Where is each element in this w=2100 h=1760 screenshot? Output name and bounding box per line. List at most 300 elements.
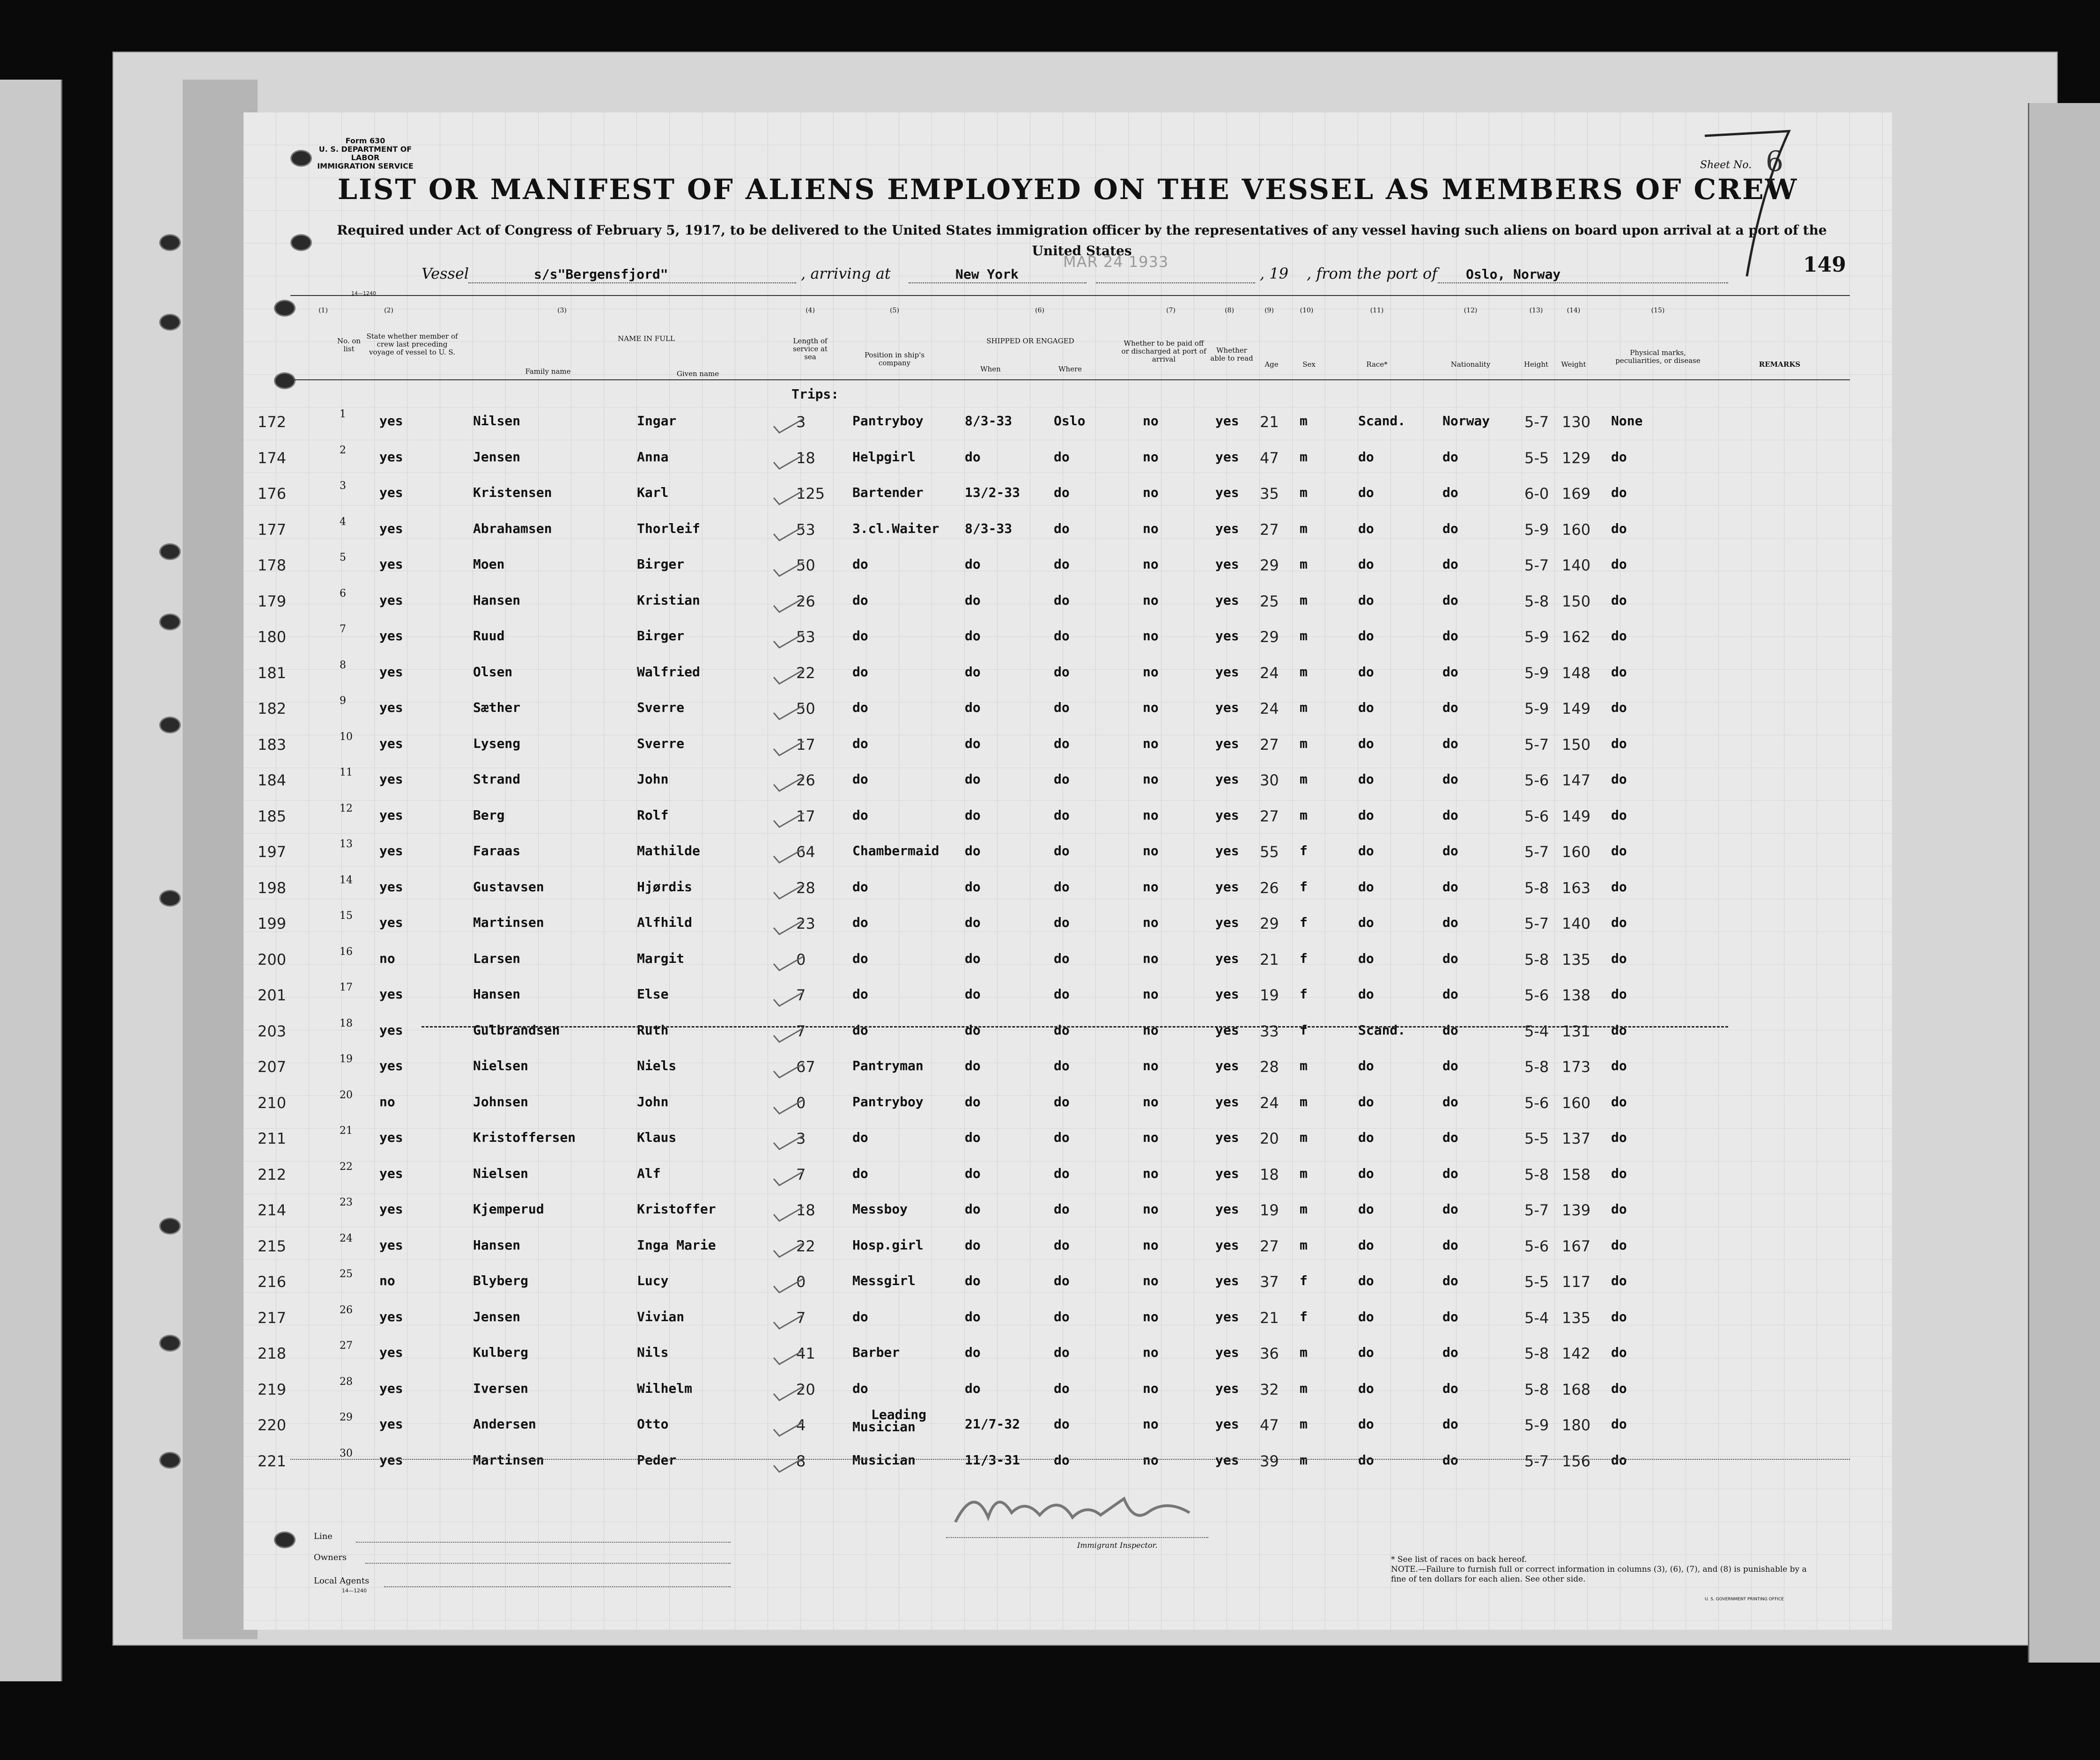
vessel-label: Vessel [421,265,469,282]
row-number: 7 [340,623,346,635]
footer-rule [290,1459,1850,1460]
paid-off: no [1143,1058,1159,1073]
weight: 130 [1562,413,1591,431]
family-name: Sæther [473,700,521,715]
previous-voyage: yes [379,628,403,643]
age: 29 [1260,628,1279,646]
previous-voyage: yes [379,1165,403,1181]
check-mark-icon [773,1313,806,1331]
shipped-where: do [1054,520,1070,536]
position: do [852,592,868,608]
sex: f [1300,1273,1308,1288]
position: Messboy [852,1201,908,1217]
nationality: do [1442,1165,1458,1181]
shipped-when: do [965,735,981,751]
age: 30 [1260,771,1279,789]
previous-voyage: yes [379,700,403,715]
check-mark-icon [773,453,806,472]
row-number: 28 [340,1375,353,1388]
given-name: Kristian [637,592,700,608]
position: do [852,1022,868,1038]
previous-voyage: yes [379,986,403,1002]
colnum-13: (13) [1529,307,1543,314]
row-mark: 201 [258,986,287,1004]
sex: m [1300,592,1308,608]
header-no-on-list: No. on list [337,337,361,353]
shipped-when: do [965,1130,981,1145]
header-weight: Weight [1561,360,1586,369]
form-identifier [304,137,426,170]
weight: 173 [1562,1058,1591,1076]
binder-hole [159,314,181,331]
height: 5-8 [1524,1380,1549,1398]
row-mark: 181 [258,664,287,682]
row-number: 3 [340,480,346,492]
physical-marks: do [1611,628,1627,643]
family-name: Johnsen [473,1094,529,1109]
age: 24 [1260,1094,1279,1112]
binder-hole [159,717,181,733]
age: 26 [1260,879,1279,897]
row-number: 6 [340,587,346,599]
shipped-where: do [1054,664,1070,680]
row-mark: 217 [258,1309,287,1327]
given-name: Alfhild [637,915,693,930]
colnum-3: (3) [557,307,567,314]
shipped-where: do [1054,1416,1070,1432]
agents-code: 14—1240 [342,1588,367,1594]
year-label: , 19 [1260,265,1289,282]
row-mark: 211 [258,1130,287,1147]
nationality: do [1442,1309,1458,1324]
height: 5-8 [1524,1345,1549,1362]
header-shipped: SHIPPED OR ENGAGED [986,337,1074,345]
shipped-where: do [1054,1452,1070,1468]
weight: 160 [1562,520,1591,539]
row-number: 10 [340,731,353,743]
given-name: Birger [637,556,685,572]
height: 5-9 [1524,628,1549,646]
height: 5-7 [1524,1201,1549,1219]
row-mark: 220 [258,1416,287,1434]
shipped-where: do [1054,1058,1070,1073]
length-of-service: 3 [796,1130,806,1147]
race: do [1358,1416,1374,1432]
footnote [1391,1555,1812,1584]
shipped-when: do [965,1380,981,1396]
weight: 162 [1562,628,1591,646]
previous-voyage: yes [379,485,403,500]
length-of-service: 0 [796,950,806,969]
nationality: do [1442,1094,1458,1109]
weight: 148 [1562,664,1591,682]
age: 47 [1260,1416,1279,1434]
row-number: 21 [340,1125,353,1137]
nationality: do [1442,1452,1458,1468]
family-name: Abrahamsen [473,520,552,536]
weight: 137 [1562,1130,1591,1147]
position: do [852,1165,868,1181]
position: do [852,628,868,643]
height: 5-5 [1524,449,1549,467]
able-to-read: yes [1215,986,1239,1002]
weight: 139 [1562,1201,1591,1219]
row-number: 13 [340,838,353,850]
shipped-where: do [1054,1022,1070,1038]
able-to-read: yes [1215,1058,1239,1073]
given-name: Niels [637,1058,677,1073]
row-number: 22 [340,1161,353,1173]
row-number: 2 [340,444,346,456]
row-mark: 216 [258,1273,287,1291]
check-mark-icon [773,1384,806,1403]
header-family-name: Family name [525,367,571,376]
header-sex: Sex [1302,360,1316,369]
row-mark: 218 [258,1345,287,1362]
age: 37 [1260,1273,1279,1291]
nationality: do [1442,1416,1458,1432]
shipped-where: do [1054,807,1070,823]
shipped-when: do [965,879,981,895]
paid-off: no [1143,664,1159,680]
paid-off: no [1143,771,1159,787]
paid-off: no [1143,986,1159,1002]
check-mark-icon [773,488,806,507]
row-18-strikethrough [421,1026,1728,1028]
shipped-when: do [965,1237,981,1253]
row-mark: 199 [258,915,287,932]
shipped-where: do [1054,735,1070,751]
given-name: Wilhelm [637,1380,693,1396]
sex: f [1300,915,1308,930]
paid-off: no [1143,843,1159,858]
physical-marks: do [1611,1273,1627,1288]
family-name: Moen [473,556,505,572]
paid-off: no [1143,1094,1159,1109]
paid-off: no [1143,556,1159,572]
length-of-service: 28 [796,879,815,897]
row-mark: 219 [258,1380,287,1398]
race: do [1358,1452,1374,1468]
family-name: Martinsen [473,915,544,930]
nationality: do [1442,986,1458,1002]
able-to-read: yes [1215,1130,1239,1145]
position: Helpgirl [852,449,916,465]
race: do [1358,1380,1374,1396]
able-to-read: yes [1215,556,1239,572]
height: 5-7 [1524,1452,1549,1470]
row-mark: 203 [258,1022,287,1040]
colnum-14: (14) [1567,307,1581,314]
weight: 150 [1562,735,1591,754]
check-mark-icon [773,1420,806,1439]
physical-marks: do [1611,592,1627,608]
race: do [1358,700,1374,715]
check-mark-icon [773,990,806,1009]
check-mark-icon [773,1277,806,1295]
weight: 168 [1562,1380,1591,1398]
paid-off: no [1143,879,1159,895]
nationality: do [1442,664,1458,680]
previous-voyage: yes [379,556,403,572]
shipped-where: do [1054,700,1070,715]
row-number: 4 [340,516,346,528]
previous-voyage: yes [379,915,403,930]
line-field [356,1531,731,1543]
shipped-when: do [965,986,981,1002]
shipped-where: do [1054,485,1070,500]
age: 18 [1260,1165,1279,1183]
given-name: John [637,771,669,787]
department: U. S. DEPARTMENT OF LABOR [318,145,412,162]
footnote-races: * See list of races on back hereof. [1391,1555,1527,1564]
position: do [852,556,868,572]
shipped-where: do [1054,1237,1070,1253]
header-given-name: Given name [676,370,719,378]
previous-voyage: yes [379,735,403,751]
row-number: 29 [340,1412,353,1423]
physical-marks: do [1611,1380,1627,1396]
row-mark: 221 [258,1452,287,1470]
previous-voyage: yes [379,1345,403,1360]
inspector-label: Immigrant Inspector. [1077,1541,1158,1550]
paid-off: no [1143,1130,1159,1145]
family-name: Hansen [473,986,521,1002]
printer-code: U. S. GOVERNMENT PRINTING OFFICE [1705,1597,1784,1602]
age: 28 [1260,1058,1279,1076]
position: Pantryman [852,1058,924,1073]
position: do [852,700,868,715]
able-to-read: yes [1215,807,1239,823]
paid-off: no [1143,520,1159,536]
shipped-where: do [1054,1094,1070,1109]
shipped-when: do [965,664,981,680]
colnum-11: (11) [1370,307,1384,314]
row-number: 8 [340,659,346,671]
family-name: Jensen [473,1309,521,1324]
form-code: 14—1240 [351,290,376,296]
previous-voyage: yes [379,413,403,429]
given-name: Thorleif [637,520,700,536]
race: do [1358,592,1374,608]
footnote-penalty: NOTE.—Failure to furnish full or correct information in columns (3), (6), (7), and (8) is punishable by a fine of ten dollars for each alien. See other side. [1391,1565,1807,1584]
length-of-service: 7 [796,1022,806,1040]
sex: m [1300,735,1308,751]
age: 35 [1260,485,1279,503]
paid-off: no [1143,1201,1159,1217]
length-of-service: 50 [796,556,815,574]
scan-right-edge [2028,103,2100,1663]
able-to-read: yes [1215,664,1239,680]
nationality: do [1442,879,1458,895]
physical-marks: do [1611,986,1627,1002]
length-of-service: 0 [796,1094,806,1112]
height: 5-7 [1524,556,1549,574]
nationality: do [1442,520,1458,536]
shipped-when: 11/3-31 [965,1452,1020,1468]
agents-label: Local Agents [314,1576,370,1586]
row-number: 1 [340,408,346,420]
header-able-read: Whether able to read [1210,346,1253,362]
able-to-read: yes [1215,735,1239,751]
length-of-service: 0 [796,1273,806,1291]
physical-marks: do [1611,1094,1627,1109]
shipped-when: do [965,807,981,823]
position: Chambermaid [852,843,939,858]
age: 32 [1260,1380,1279,1398]
length-of-service: 67 [796,1058,815,1076]
length-of-service: 20 [796,1380,815,1398]
paid-off: no [1143,1273,1159,1288]
race: do [1358,843,1374,858]
check-mark-icon [773,1133,806,1152]
header-where: Where [1058,365,1082,373]
check-mark-icon [773,1026,806,1045]
weight: 163 [1562,879,1591,897]
able-to-read: yes [1215,1416,1239,1432]
length-of-service: 26 [796,592,815,610]
check-mark-icon [773,918,806,937]
check-mark-icon [773,775,806,794]
nationality: do [1442,735,1458,751]
race: do [1358,879,1374,895]
position: Barber [852,1345,900,1360]
race: do [1358,664,1374,680]
row-number: 24 [340,1232,353,1244]
form-number: Form 630 [345,136,385,145]
arriving-label: , arriving at [801,265,891,282]
shipped-when: 8/3-33 [965,520,1013,536]
check-mark-icon [773,1062,806,1080]
weight: 160 [1562,843,1591,861]
header-height: Height [1523,360,1549,369]
family-name: Nilsen [473,413,521,429]
weight: 131 [1562,1022,1591,1040]
family-name: Ruud [473,628,505,643]
shipped-where: do [1054,915,1070,930]
row-mark: 184 [258,771,287,789]
shipped-when: do [965,1273,981,1288]
family-name: Hansen [473,592,521,608]
race: do [1358,807,1374,823]
shipped-when: do [965,771,981,787]
previous-voyage: yes [379,771,403,787]
check-mark-icon [773,668,806,687]
paid-off: no [1143,628,1159,643]
age: 27 [1260,1237,1279,1255]
nationality: do [1442,1237,1458,1253]
header-physical: Physical marks, peculiarities, or disease [1615,348,1701,365]
nationality: do [1442,556,1458,572]
position: Hosp.girl [852,1237,924,1253]
row-number: 30 [340,1447,353,1459]
height: 5-8 [1524,1165,1549,1183]
page-hole [274,1531,296,1548]
race: do [1358,735,1374,751]
check-mark-icon [773,596,806,615]
sex: m [1300,771,1308,787]
race: do [1358,449,1374,465]
weight: 142 [1562,1345,1591,1362]
check-mark-icon [773,560,806,579]
position: do [852,915,868,930]
nationality: do [1442,1022,1458,1038]
header-rule-bottom [290,379,1850,380]
row-mark: 198 [258,879,287,897]
family-name: Martinsen [473,1452,544,1468]
row-number: 14 [340,874,353,886]
able-to-read: yes [1215,628,1239,643]
sex: m [1300,1380,1308,1396]
race: do [1358,1273,1374,1288]
length-of-service: 41 [796,1345,815,1362]
age: 24 [1260,664,1279,682]
physical-marks: do [1611,1022,1627,1038]
height: 5-7 [1524,915,1549,932]
given-name: Sverre [637,735,685,751]
owners-field [365,1553,731,1564]
able-to-read: yes [1215,1380,1239,1396]
row-number: 9 [340,695,346,707]
colnum-2: (2) [384,307,393,314]
row-mark: 215 [258,1237,287,1255]
paid-off: no [1143,1237,1159,1253]
binder-hole [159,1218,181,1235]
age: 19 [1260,1201,1279,1219]
age: 36 [1260,1345,1279,1362]
shipped-when: do [965,843,981,858]
given-name: Rolf [637,807,669,823]
sex: m [1300,556,1308,572]
able-to-read: yes [1215,1237,1239,1253]
length-of-service: 18 [796,449,815,467]
shipped-when: do [965,1094,981,1109]
shipped-where: do [1054,1309,1070,1324]
given-name: John [637,1094,669,1109]
age: 55 [1260,843,1279,861]
binder-hole [159,234,181,251]
height: 5-8 [1524,879,1549,897]
shipped-when: do [965,1022,981,1038]
race: do [1358,1201,1374,1217]
position: Leading Musician [852,1407,927,1435]
able-to-read: yes [1215,592,1239,608]
race: Scand. [1358,413,1406,429]
row-number: 5 [340,552,346,563]
row-mark: 212 [258,1165,287,1183]
able-to-read: yes [1215,1201,1239,1217]
given-name: Lucy [637,1273,669,1288]
position: do [852,950,868,966]
sex: m [1300,485,1308,500]
header-age: Age [1264,360,1279,369]
able-to-read: yes [1215,771,1239,787]
position: Messgirl [852,1273,916,1288]
check-mark-icon [773,883,806,902]
nationality: do [1442,1058,1458,1073]
nationality: do [1442,485,1458,500]
position: do [852,1380,868,1396]
nationality: do [1442,1380,1458,1396]
shipped-when: do [965,1345,981,1360]
physical-marks: do [1611,1130,1627,1145]
given-name: Hjørdis [637,879,693,895]
position: Pantryboy [852,413,924,429]
check-mark-icon [773,417,806,436]
row-number: 12 [340,802,353,814]
paid-off: no [1143,700,1159,715]
row-mark: 179 [258,592,287,610]
